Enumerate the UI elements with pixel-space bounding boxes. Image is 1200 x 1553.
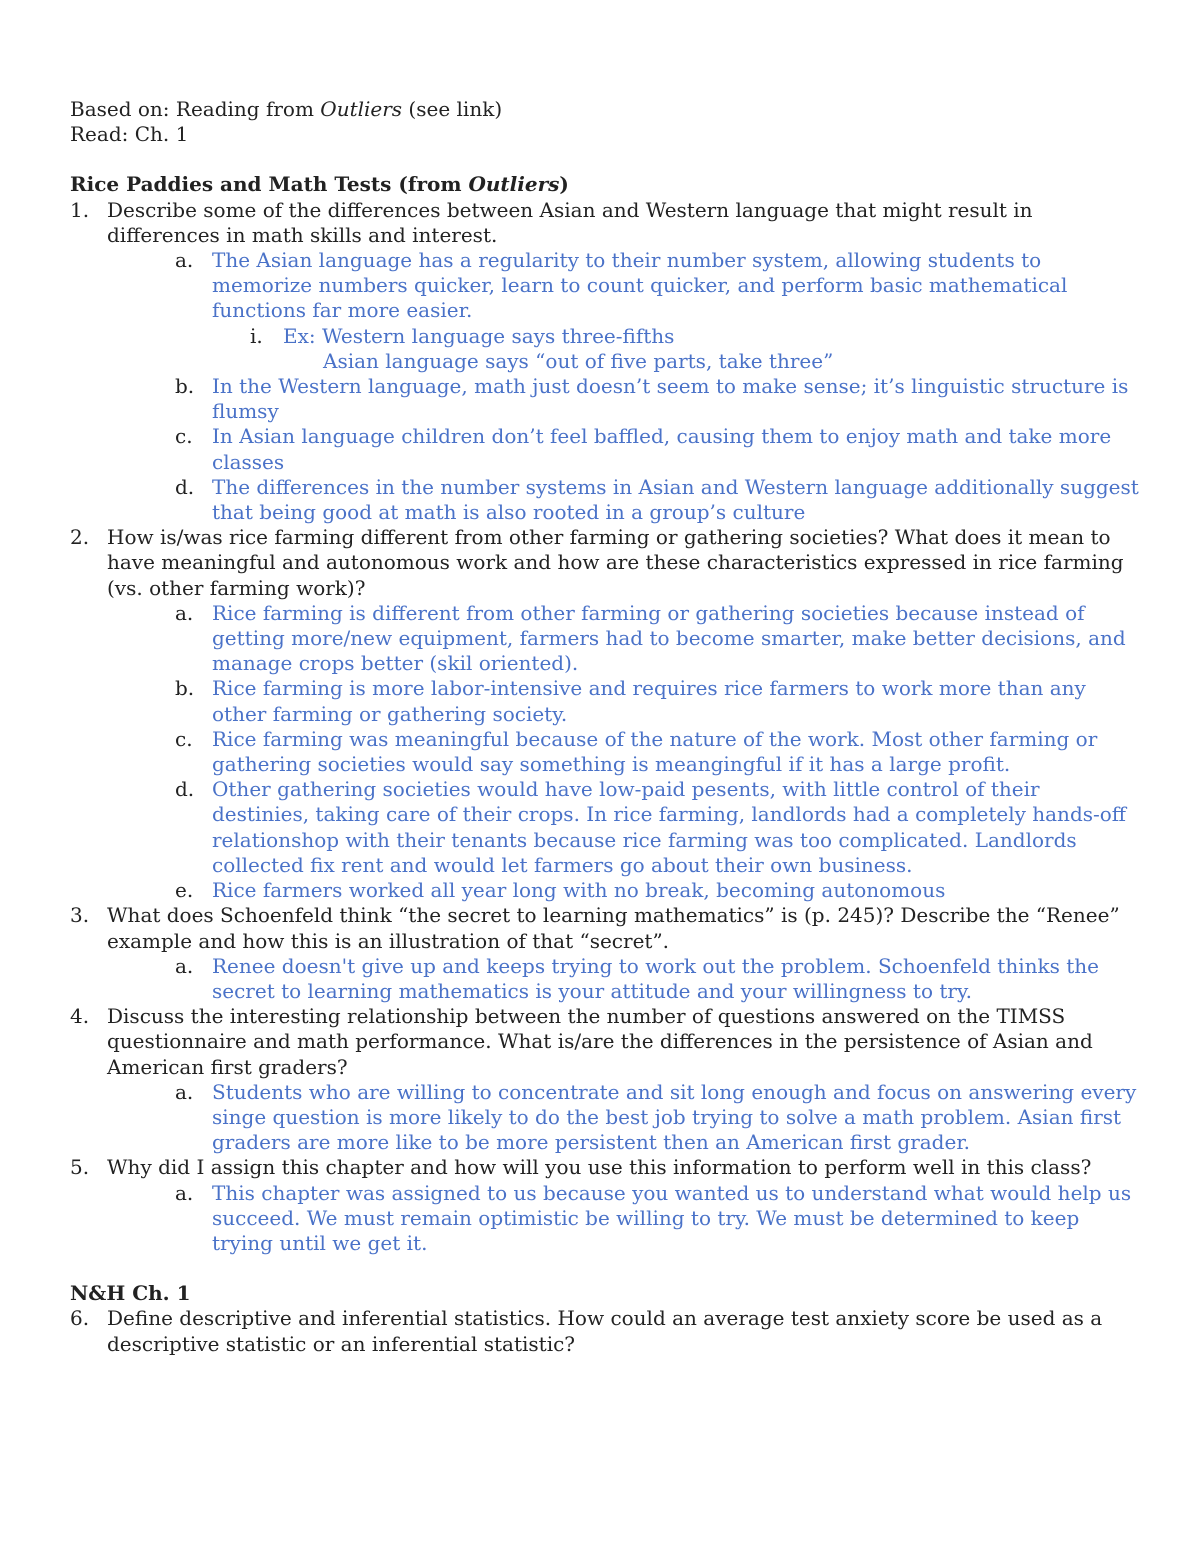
answer-text: Renee doesn't give up and keeps trying to work out the problem. Schoenfeld thinks the secret to learning mathematics is your attitude and your willingness to try. <box>212 953 1099 1003</box>
answer-text: The differences in the number systems in Asian and Western language additionally suggest that being good at math is also rooted in a group’s culture <box>212 474 1139 525</box>
question-4 <box>70 1004 1140 1080</box>
answer-2c <box>70 727 1140 777</box>
answer-text: Students who are willing to concentrate and sit long enough and focus on answering every singe question is more likely to do the best job trying to solve a math problem. Asian first graders are more like to be more persistent then an American first grader. <box>212 1079 1137 1155</box>
answer-3a <box>70 954 1140 1004</box>
based-on-line: Based on: Reading from Outliers (see link) <box>70 97 503 121</box>
question-number: 5. <box>70 1155 90 1180</box>
question-text: Describe some of the differences between Asian and Western language that might result in differences in math skills and interest. <box>107 197 1033 247</box>
question-number: 6. <box>70 1306 90 1331</box>
question-text: Define descriptive and inferential statistics. How could an average test anxiety score be used as a descriptive statistic or an inferential statistic? <box>107 1306 1103 1356</box>
answer-letter: a. <box>175 953 194 978</box>
answer-letter: a. <box>175 1180 194 1205</box>
answer-2d <box>70 777 1140 878</box>
answer-1c <box>70 424 1140 474</box>
answer-1b <box>70 374 1140 424</box>
question-number: 1. <box>70 197 90 222</box>
question-6 <box>70 1306 1140 1356</box>
answer-letter: b. <box>175 676 195 701</box>
answer-letter: a. <box>175 1079 194 1104</box>
answer-letter: e. <box>175 878 194 903</box>
question-text: Why did I assign this chapter and how will you use this information to perform well in this class? <box>107 1155 1092 1180</box>
answer-4a <box>70 1080 1140 1156</box>
book-title: Outliers <box>320 97 403 121</box>
question-number: 3. <box>70 903 90 928</box>
answer-text: The Asian language has a regularity to their number system, allowing students to memorize numbers quicker, learn to count quicker, and perform basic mathematical functions far more easier. <box>212 248 1068 323</box>
section-heading: Rice Paddies and Math Tests (from Outliers) <box>70 172 569 197</box>
answer-text: In the Western language, math just doesn’t seem to make sense; it’s linguistic structure is flumsy <box>212 374 1129 424</box>
answer-1d <box>70 475 1140 525</box>
answer-letter: d. <box>175 474 195 499</box>
answer-text: Rice farming was meaningful because of the nature of the work. Most other farming or gathering societies would say something is meangingful if it has a large profit. <box>212 726 1098 777</box>
answer-1a <box>70 248 1140 324</box>
answer-letter: d. <box>175 777 195 802</box>
answer-letter: a. <box>175 600 194 625</box>
question-2 <box>70 525 1140 601</box>
answer-roman: i. <box>250 323 263 348</box>
answer-text: Rice farmers worked all year long with no break, becoming autonomous <box>212 878 946 903</box>
read-line: Read: Ch. 1 <box>70 122 189 147</box>
heading-book-title: Outliers <box>468 172 560 197</box>
answer-1a-i <box>70 324 1140 374</box>
answer-2e <box>70 878 1140 903</box>
answer-2a <box>70 601 1140 677</box>
question-3 <box>70 903 1140 953</box>
answer-text: Rice farming is more labor-intensive and requires rice farmers to work more than any other farming or gathering society. <box>212 676 1086 726</box>
question-1 <box>70 198 1140 248</box>
question-5 <box>70 1155 1140 1180</box>
section-heading-nh: N&H Ch. 1 <box>70 1281 191 1306</box>
answer-text: Other gathering societies would have low-paid pesents, with little control of their destinies, taking care of their crops. In rice farming, landlords had a completely hands-off relationshop with their tenants because rice farming was too complicated. Landlords collected fix rent and would let farmers go about their own business. <box>212 777 1127 877</box>
answer-letter: c. <box>175 424 193 449</box>
answer-text: In Asian language children don’t feel baffled, causing them to enjoy math and take more classes <box>212 424 1112 474</box>
question-text: What does Schoenfeld think “the secret to learning mathematics” is (p. 245)? Describe the “Renee” example and how this is an illustration of that “secret”. <box>107 903 1120 953</box>
answer-5a <box>70 1181 1140 1257</box>
question-text: How is/was rice farming different from other farming or gathering societies? What does it mean to have meaningful and autonomous work and how are these characteristics expressed in rice farming (vs. other farming work)? <box>107 525 1124 600</box>
answer-text: Rice farming is different from other farming or gathering societies because instead of getting more/new equipment, farmers had to become smarter, make better decisions, and manage crops better (skil oriented). <box>212 600 1126 676</box>
answer-letter: c. <box>175 726 193 751</box>
example-line-1: Ex: Western language says three-fifths <box>283 323 675 348</box>
example-line-2: Asian language says “out of five parts, take three” <box>323 348 834 373</box>
document-page <box>70 97 1140 1357</box>
question-number: 4. <box>70 1004 90 1029</box>
answer-letter: b. <box>175 374 195 399</box>
answer-letter: a. <box>175 248 194 273</box>
answer-text: This chapter was assigned to us because you wanted us to understand what would help us succeed. We must remain optimistic be willing to try. We must be determined to keep trying until we get it. <box>212 1180 1132 1255</box>
question-text: Discuss the interesting relationship between the number of questions answered on the TIMSS questionnaire and math performance. What is/are the differences in the persistence of Asian and American first graders? <box>107 1004 1093 1079</box>
answer-2b <box>70 676 1140 726</box>
question-number: 2. <box>70 525 90 550</box>
